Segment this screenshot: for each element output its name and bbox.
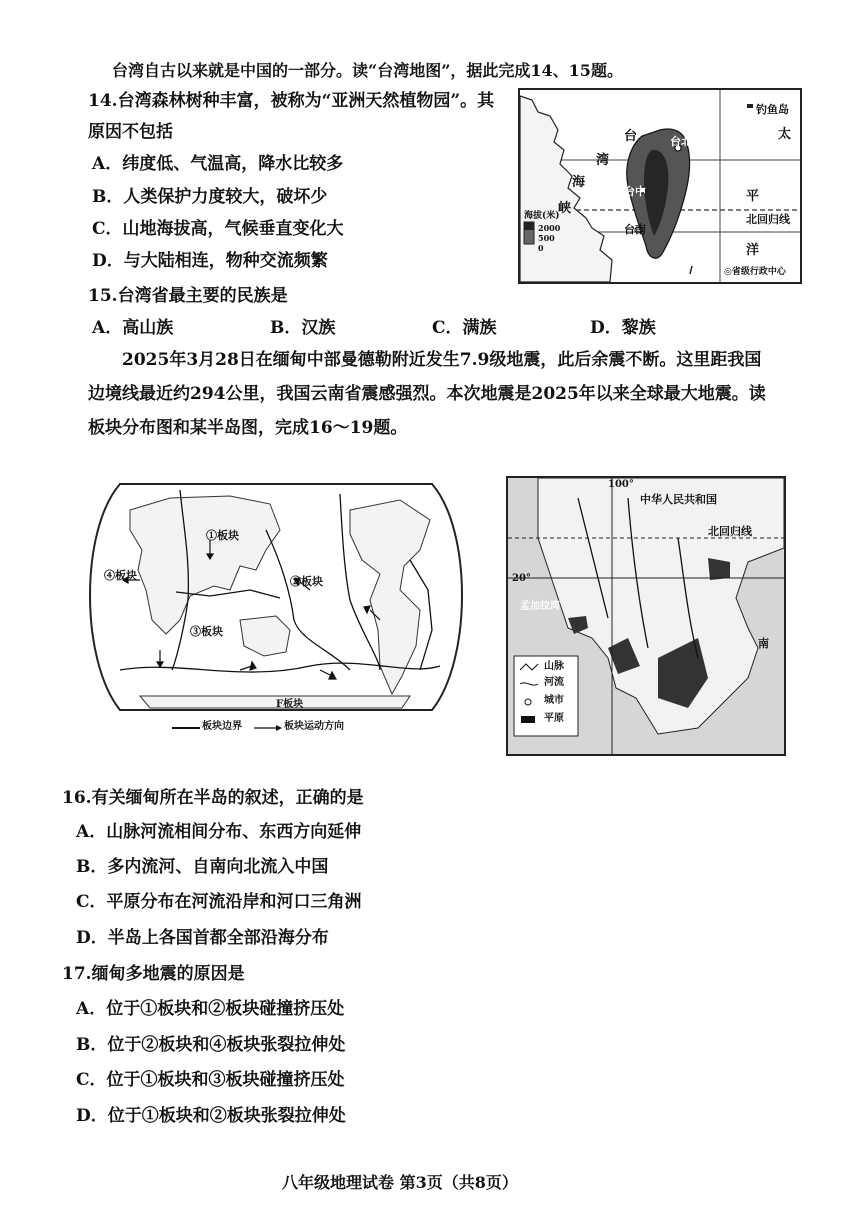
plate-4-label: ④板块 (104, 569, 137, 582)
q16-option-c[interactable]: C．平原分布在河流沿岸和河口三角洲 (76, 892, 362, 912)
plate-2-label: ②板块 (290, 575, 323, 588)
plate-f-label: F板块 (276, 699, 304, 710)
legend-boundary: 板块边界 (202, 721, 242, 732)
q14-stem-line2: 原因不包括 (88, 122, 173, 142)
label-tropic: 北回归线 (746, 213, 790, 226)
q15-stem: 15.台湾省最主要的民族是 (88, 286, 288, 306)
q16-option-b[interactable]: B．多内流河、自南向北流入中国 (76, 857, 329, 877)
q16-option-d[interactable]: D．半岛上各国首都全部沿海分布 (76, 928, 329, 948)
q14-option-c[interactable]: C．山地海拔高，气候垂直变化大 (92, 219, 344, 239)
legend-mountain: 山脉 (544, 661, 564, 672)
label-diaoyu: 钓鱼岛 (756, 103, 789, 116)
q15-option-b[interactable]: B．汉族 (270, 318, 336, 338)
label-strait-2: 湾 (596, 153, 610, 168)
peninsula-map (506, 476, 786, 756)
label-strait-3: 海 (572, 175, 586, 190)
label-yang: 洋 (746, 243, 760, 258)
label-tai: 太 (778, 127, 792, 142)
tropic-label-2: 北回归线 (708, 525, 752, 538)
plate-1-label: ①板块 (206, 529, 239, 542)
taiwan-map (518, 88, 802, 284)
q16-stem: 16.有关缅甸所在半岛的叙述，正确的是 (62, 788, 364, 808)
mainland-coast (520, 96, 612, 282)
q16-option-a[interactable]: A．山脉河流相间分布、东西方向延伸 (76, 822, 362, 842)
legend-plain: 平原 (544, 713, 564, 724)
label-strait-4: 峡 (558, 201, 572, 216)
q17-option-a[interactable]: A．位于①板块和②板块碰撞挤压处 (76, 999, 345, 1019)
page-footer: 八年级地理试卷 第3页（共8页） (282, 1173, 518, 1192)
label-ping: 平 (746, 189, 760, 204)
q17-option-d[interactable]: D．位于①板块和②板块张裂拉伸处 (76, 1106, 346, 1126)
legend-river: 河流 (544, 677, 564, 688)
legend-hi: 2000 (538, 223, 561, 233)
plate-3-label: ③板块 (190, 625, 223, 638)
legend-lo: 0 (538, 243, 544, 253)
q14-option-a[interactable]: A．纬度低、气温高，降水比较多 (92, 154, 344, 174)
q14-stem-line1: 14.台湾森林树种丰富，被称为“亚洲天然植物园”。其 (88, 91, 495, 111)
q14-option-b[interactable]: B．人类保护力度较大，破坏少 (92, 187, 328, 207)
label-strait-1: 台 (624, 129, 638, 144)
bay-label: 孟加拉湾 (520, 601, 560, 612)
q15-option-a[interactable]: A．高山族 (92, 318, 174, 338)
intro-16-19-line2: 边境线最近约294公里，我国云南省震感强烈。本次地震是2025年以来全球最大地震。读 (88, 384, 766, 404)
lat-label: 20° (512, 573, 531, 584)
legend-city: 城市 (544, 695, 564, 706)
intro-16-19-line1: 2025年3月28日在缅甸中部曼德勒附近发生7.9级地震，此后余震不断。这里距我国 (122, 350, 762, 370)
plate-map (80, 470, 472, 740)
lon-label: 100° (608, 479, 634, 490)
legend-mid: 500 (538, 233, 555, 243)
q14-option-d[interactable]: D．与大陆相连，物种交流频繁 (92, 251, 328, 271)
capital-note: ◎省级行政中心 (724, 267, 786, 277)
label-taibei: 台北 (670, 135, 692, 148)
legend-title: 海拔(米) (524, 211, 560, 221)
intro-16-19-line3: 板块分布图和某半岛图，完成16～19题。 (88, 418, 408, 438)
intro-14-15: 台湾自古以来就是中国的一部分。读“台湾地图”，据此完成14、15题。 (112, 61, 623, 80)
q17-option-c[interactable]: C．位于①板块和③板块碰撞挤压处 (76, 1070, 345, 1090)
q17-option-b[interactable]: B．位于②板块和④板块张裂拉伸处 (76, 1035, 346, 1055)
south-label: 南 (758, 637, 769, 650)
china-label: 中华人民共和国 (640, 493, 717, 506)
q15-option-d[interactable]: D．黎族 (590, 318, 656, 338)
label-taizhong: 台中 (624, 185, 646, 198)
label-tainan: 台南 (624, 223, 646, 236)
q15-option-c[interactable]: C．满族 (432, 318, 497, 338)
q17-stem: 17.缅甸多地震的原因是 (62, 964, 245, 984)
legend-motion: 板块运动方向 (284, 721, 344, 732)
antarctica (140, 696, 410, 708)
